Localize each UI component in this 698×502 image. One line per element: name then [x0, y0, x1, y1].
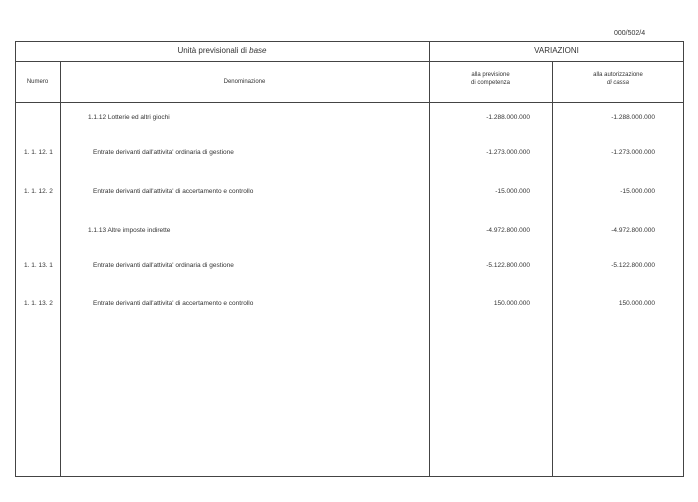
row-competenza: -4.972.800.000 — [486, 227, 530, 234]
row-denominazione: Entrate derivanti dall'attivita' di accertamento e controllo — [93, 188, 254, 195]
row-denominazione: 1.1.13 Altre imposte indirette — [88, 227, 171, 234]
autorizzazione-header — [552, 71, 684, 87]
row-denominazione: Entrate derivanti dall'attivita' ordinaria di gestione — [93, 262, 234, 269]
autorizzazione-header-line1: alla autorizzazione — [593, 72, 643, 78]
row-numero: 1. 1. 12. 2 — [24, 188, 53, 195]
unita-previsionali-header — [15, 46, 429, 55]
row-denominazione: Entrate derivanti dall'attivita' ordinaria di gestione — [93, 149, 234, 156]
row-competenza: 150.000.000 — [493, 300, 530, 307]
row-denominazione: 1.1.12 Lotterie ed altri giochi — [88, 114, 170, 121]
row-competenza: -5.122.800.000 — [486, 262, 530, 269]
page-reference: 000/502/4 — [614, 30, 646, 37]
row-numero: 1. 1. 13. 2 — [24, 300, 53, 307]
row-autorizzazione: -1.273.000.000 — [611, 149, 655, 156]
denominazione-header: Denominazione — [223, 79, 266, 85]
header-divider — [15, 61, 684, 62]
row-competenza: -1.273.000.000 — [486, 149, 530, 156]
variazioni-header: VARIAZIONI — [534, 46, 579, 55]
variazioni-column-line — [429, 41, 430, 477]
unita-italic: base — [249, 46, 267, 55]
budget-table — [15, 41, 684, 477]
row-autorizzazione: -4.972.800.000 — [611, 227, 655, 234]
competenza-header-line1: alla previsione — [471, 72, 510, 78]
numero-header: Numero — [26, 79, 49, 85]
column-header-divider — [15, 102, 684, 103]
autorizzazione-header-line2: di cassa — [606, 80, 629, 86]
autorizzazione-column-line — [552, 61, 553, 477]
row-autorizzazione: -15.000.000 — [620, 188, 655, 195]
numero-column-line — [60, 61, 61, 477]
row-autorizzazione: -5.122.800.000 — [611, 262, 655, 269]
row-autorizzazione: -1.288.000.000 — [611, 114, 655, 121]
unita-prefix: Unità previsionali di — [177, 46, 247, 55]
row-denominazione: Entrate derivanti dall'attivita' di accertamento e controllo — [93, 300, 254, 307]
row-competenza: -1.288.000.000 — [486, 114, 530, 121]
row-autorizzazione: 150.000.000 — [618, 300, 655, 307]
row-competenza: -15.000.000 — [495, 188, 530, 195]
row-numero: 1. 1. 13. 1 — [24, 262, 53, 269]
competenza-header-line2: di competenza — [470, 80, 511, 86]
competenza-header — [429, 71, 552, 87]
row-numero: 1. 1. 12. 1 — [24, 149, 53, 156]
